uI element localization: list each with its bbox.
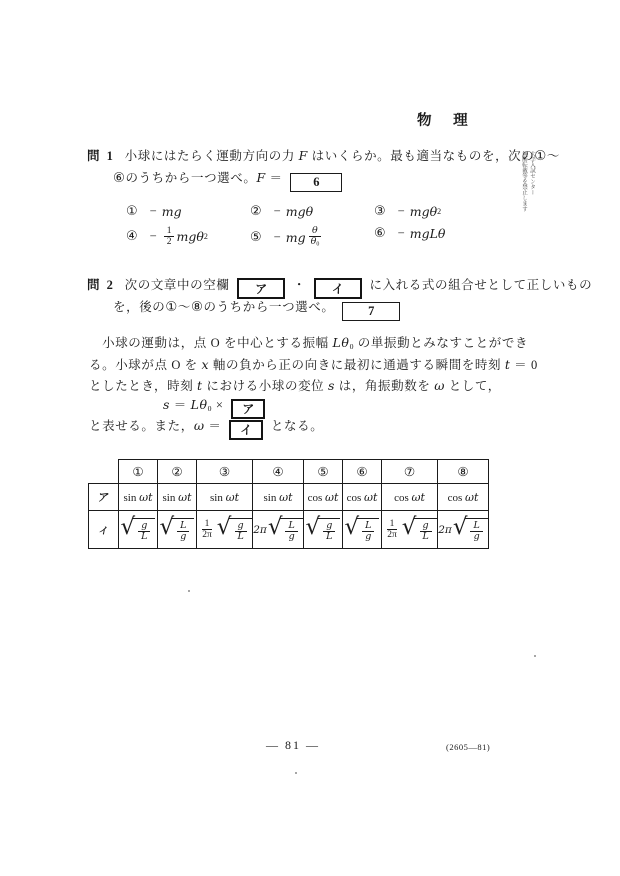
coefficient: 2π	[253, 523, 267, 536]
minus-sign: −	[397, 226, 405, 240]
sqrt: √ $\frac{g}{L}$	[306, 517, 341, 543]
fraction-denominator: 2	[166, 237, 172, 248]
fraction-numerator: θ	[309, 226, 321, 237]
q1-option-2-formula: mgθ	[285, 204, 314, 219]
q1-line1	[87, 146, 560, 164]
circled-6-icon: ⑥	[374, 226, 386, 241]
table-header-1: ①	[119, 460, 158, 484]
coefficient-fraction: $\frac{1}{2\pi}$	[202, 518, 212, 540]
blank-box-a: ア	[237, 278, 285, 299]
cell-b6	[343, 511, 382, 549]
q1-option-6-formula: mgLθ	[409, 226, 446, 241]
circled-1-icon: ①	[126, 204, 138, 219]
row-b-label: イ	[89, 511, 119, 549]
q1-label: 問 1	[87, 149, 115, 163]
table-header-7: ⑦	[382, 460, 438, 484]
cell-b2	[158, 511, 197, 549]
scan-speck	[188, 590, 190, 592]
circled-3-icon: ③	[374, 204, 386, 219]
passage-line-1: 小球の運動は，点 O を中心とする振幅 Lθ0 の単振動とみなすことができ	[89, 335, 529, 352]
cell-a8: cos ωt	[438, 484, 489, 511]
q2-answer-box: 7	[342, 302, 400, 321]
table-header-4: ④	[253, 460, 304, 484]
q1-option-4-formula: mgθ	[176, 229, 204, 245]
q1-option-1	[126, 204, 182, 219]
table-row-a	[89, 484, 489, 511]
minus-sign: −	[149, 229, 157, 244]
print-code: (2605—81)	[446, 742, 491, 752]
page-number: — 81 —	[266, 738, 320, 752]
q2-line1	[87, 275, 592, 299]
coefficient-fraction: $\frac{1}{2\pi}$	[387, 518, 397, 540]
cell-a4: sin ωt	[253, 484, 304, 511]
q1-option-1-formula: mg	[161, 204, 182, 219]
circled-2-icon: ②	[250, 204, 262, 219]
cell-b7	[382, 511, 438, 549]
sqrt: √ $\frac{L}{g}$	[268, 517, 303, 543]
passage-line-5-text-b: となる。	[270, 419, 324, 433]
subscript-zero: 0	[316, 242, 320, 249]
table-header-2: ②	[158, 460, 197, 484]
q1-option-5	[250, 226, 324, 249]
scan-speck	[295, 772, 297, 774]
fraction	[164, 226, 175, 248]
formula-text: s ＝ Lθ0 ×	[163, 397, 228, 414]
passage-line-5-text-a: と表せる。また，ω ＝	[89, 418, 226, 433]
sqrt: √ $\frac{g}{L}$	[121, 517, 156, 543]
q1-option-5-formula: mg	[285, 229, 306, 245]
q2-line2-text: を，後の①～⑧のうちから一つ選べ。	[113, 300, 335, 315]
middle-dot: ・	[292, 278, 307, 292]
exponent: 2	[203, 232, 208, 242]
passage-line-3: としたとき，時刻 t における小球の変位 s は，角振動数を ω として，	[89, 378, 501, 393]
cell-a1: sin ωt	[119, 484, 158, 511]
q1-line2-text: ⑥のうちから一つ選べ。F ＝	[113, 170, 287, 186]
table-header-6: ⑥	[343, 460, 382, 484]
fraction-numerator: 1	[164, 226, 175, 237]
cell-b5	[304, 511, 343, 549]
circled-5-icon: ⑤	[250, 229, 262, 245]
exponent: 2	[437, 207, 442, 216]
minus-sign: −	[149, 204, 157, 218]
theta: θ	[310, 236, 317, 248]
q1-option-4	[126, 226, 208, 248]
cell-a5: cos ωt	[304, 484, 343, 511]
sqrt: √ $\frac{L}{g}$	[453, 517, 488, 543]
formula-blank-box-i: イ	[229, 420, 263, 440]
cell-a6: cos ωt	[343, 484, 382, 511]
table-row-b	[89, 511, 489, 549]
sqrt: √ $\frac{g}{L}$	[217, 517, 252, 543]
passage-line-2: る。小球が点 O を x 軸の負から正の向きに最初に通過する瞬間を時刻 t ＝ 0	[89, 357, 538, 372]
row-a-label: ア	[89, 484, 119, 511]
cell-b1	[119, 511, 158, 549]
q2-line1-text-a: 次の文章中の空欄	[124, 278, 230, 292]
cell-a7: cos ωt	[382, 484, 438, 511]
q1-option-3	[374, 204, 441, 219]
margin-note-line: 大学入試センター	[529, 151, 535, 195]
sqrt: √ $\frac{L}{g}$	[345, 517, 380, 543]
coefficient: 2π	[438, 523, 452, 536]
minus-sign: −	[397, 204, 405, 218]
q1-line1-text: 小球にはたらく運動方向の力 F はいくらか。最も適当なものを，次の①～	[124, 148, 560, 164]
q1-line2	[113, 168, 342, 192]
q1-option-2	[250, 204, 313, 219]
blank-box-i: イ	[314, 278, 362, 299]
q2-choice-table	[88, 459, 489, 549]
table-header-8: ⑧	[438, 460, 489, 484]
table-header-5: ⑤	[304, 460, 343, 484]
cell-b3	[197, 511, 253, 549]
table-corner-cell	[89, 460, 119, 484]
cell-b8	[438, 511, 489, 549]
cell-b4	[253, 511, 304, 549]
q1-option-6	[374, 226, 445, 241]
q1-option-3-formula: mgθ	[409, 204, 438, 219]
passage-formula	[163, 395, 269, 419]
scan-speck	[534, 655, 536, 657]
minus-sign: −	[273, 229, 281, 244]
cell-a3: sin ωt	[197, 484, 253, 511]
fraction	[308, 226, 323, 249]
passage-line-5	[89, 416, 323, 440]
table-header-row	[89, 460, 489, 484]
cell-a2: sin ωt	[158, 484, 197, 511]
minus-sign: −	[273, 204, 281, 218]
q2-line2	[113, 297, 400, 321]
circled-4-icon: ④	[126, 229, 138, 245]
q1-answer-box: 6	[290, 173, 342, 192]
margin-note-line: 無断転載等を禁止します	[521, 151, 527, 212]
sqrt: √ $\frac{g}{L}$	[402, 517, 437, 543]
subject-title: 物 理	[417, 113, 477, 129]
table-header-3: ③	[197, 460, 253, 484]
q2-label: 問 2	[87, 278, 115, 292]
formula-blank-box-a: ア	[231, 399, 265, 419]
fraction-denominator	[308, 237, 323, 248]
q2-line1-text-b: に入れる式の組合せとして正しいもの	[369, 278, 593, 292]
sqrt: √ $\frac{L}{g}$	[160, 517, 195, 543]
